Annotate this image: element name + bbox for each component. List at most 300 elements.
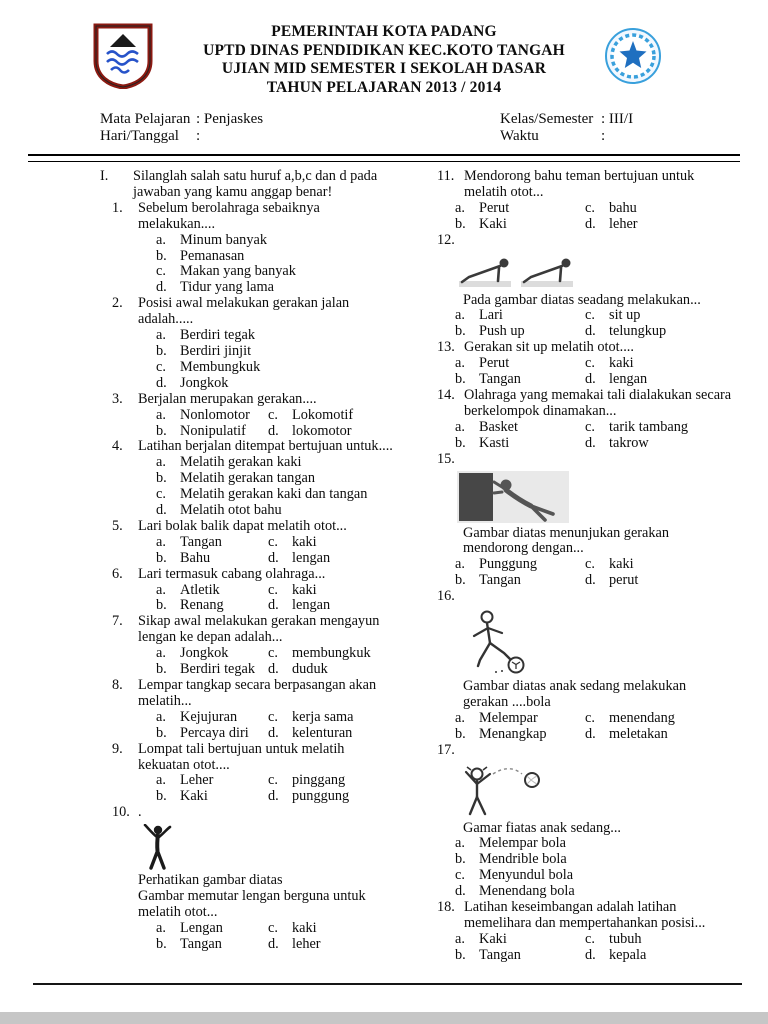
option-letter: d. <box>268 549 279 566</box>
question-text: Olahraga yang memakai tali dialakukan secara berkelompok dinamakan... <box>464 386 732 419</box>
question-text: Lempar tangkap secara berpasangan akan melatih... <box>138 677 377 709</box>
option-letter: a. <box>156 708 166 725</box>
option-text: Menendang bola <box>479 883 575 900</box>
option-row <box>455 436 732 452</box>
answer-option <box>156 598 268 614</box>
option-text: Makan yang banyak <box>180 263 296 280</box>
answer-option <box>268 789 349 805</box>
question-number: 16. <box>437 588 455 605</box>
option-letter: d. <box>585 434 596 451</box>
option-text: menendang <box>609 709 675 726</box>
option-letter: b. <box>455 434 466 451</box>
option-text: Nonlomotor <box>180 406 250 423</box>
option-text: pinggang <box>292 772 346 789</box>
option-row <box>156 583 395 599</box>
answer-option <box>585 557 634 573</box>
option-row <box>156 726 395 742</box>
option-letter: c. <box>268 533 278 550</box>
answer-option <box>455 324 585 340</box>
tut-wuri-handayani-logo <box>603 26 663 91</box>
option-letter: b. <box>156 935 167 952</box>
question-16 <box>437 589 732 743</box>
option-text: Percaya diri <box>180 724 249 741</box>
question-text <box>464 233 732 249</box>
option-letter: d. <box>268 661 279 678</box>
option-text: Kasti <box>479 434 510 451</box>
question-9 <box>100 742 395 806</box>
option-row <box>156 487 395 503</box>
option-letter: a. <box>156 919 166 936</box>
question-caption: Gamar fiatas anak sedang... <box>463 819 621 836</box>
option-row <box>455 557 732 573</box>
option-letter: a. <box>455 709 465 726</box>
option-text: membungkuk <box>292 645 371 662</box>
option-letter: b. <box>156 247 167 264</box>
option-letter: b. <box>455 946 466 963</box>
answer-option <box>455 436 585 452</box>
answer-option <box>156 937 268 953</box>
option-letter: c. <box>585 556 595 573</box>
answer-option <box>268 646 371 662</box>
option-row <box>156 360 395 376</box>
answer-option <box>156 583 268 599</box>
option-row <box>455 573 732 589</box>
answer-option <box>156 455 301 471</box>
option-text: Kaki <box>180 788 208 805</box>
option-letter: c. <box>585 418 595 435</box>
option-letter: c. <box>455 867 465 884</box>
option-letter: c. <box>268 581 278 598</box>
option-row <box>156 376 395 392</box>
question-number: 8. <box>112 677 123 693</box>
section-numeral: I. <box>100 168 109 184</box>
option-letter: c. <box>268 406 278 423</box>
option-letter: d. <box>268 422 279 439</box>
option-row <box>156 264 395 280</box>
question-head <box>112 742 395 774</box>
answer-option <box>268 710 354 726</box>
answer-option <box>455 420 585 436</box>
option-text: Leher <box>180 772 214 789</box>
question-text: Mendorong bahu teman bertujuan untuk melatih otot... <box>464 168 695 200</box>
answer-option <box>585 727 668 743</box>
question-text: . <box>138 804 142 821</box>
question-number: 12. <box>437 231 455 248</box>
option-row <box>156 598 395 614</box>
option-text: Tangan <box>479 946 521 963</box>
option-letter: b. <box>455 323 466 340</box>
option-row <box>455 711 732 727</box>
option-text: Berdiri tegak <box>180 327 256 344</box>
option-row <box>156 471 395 487</box>
answer-options <box>112 455 395 519</box>
option-letter: c. <box>585 355 595 372</box>
option-text: kaki <box>292 533 317 550</box>
answer-option <box>455 356 585 372</box>
time-label: Waktu <box>500 128 539 144</box>
option-text: Lengan <box>180 919 223 936</box>
pushing-object-figure-svg <box>457 471 569 523</box>
question-text: Latihan keseimbangan adalah latihan memelihara dan mempertahankan posisi... <box>464 899 706 931</box>
answer-option <box>268 535 317 551</box>
question-1 <box>100 201 395 296</box>
answer-option <box>156 710 268 726</box>
answer-option <box>268 583 317 599</box>
question-6 <box>100 567 395 615</box>
question-head <box>437 743 732 759</box>
answer-option <box>455 711 585 727</box>
option-row <box>156 710 395 726</box>
option-letter: c. <box>156 358 166 375</box>
answer-option <box>268 598 330 614</box>
option-letter: d. <box>268 788 279 805</box>
subject-label: Mata Pelajaran <box>100 111 191 127</box>
option-letter: a. <box>455 418 465 435</box>
question-5 <box>100 519 395 567</box>
meta-right-column <box>500 111 768 145</box>
meta-subject-row <box>100 111 500 128</box>
kicking-ball-figure-svg <box>457 608 535 676</box>
question-text: Berjalan merupakan gerakan.... <box>138 390 317 407</box>
question-text <box>464 589 732 605</box>
option-text: Minum banyak <box>180 231 267 248</box>
answer-option <box>455 727 585 743</box>
question-number: 7. <box>112 613 123 630</box>
option-letter: c. <box>585 307 595 324</box>
option-row <box>455 836 732 852</box>
date-value: : <box>196 128 201 144</box>
option-text: Perut <box>479 199 510 216</box>
answer-option <box>156 726 268 742</box>
answer-option <box>156 344 251 360</box>
question-head <box>112 439 395 455</box>
option-text: Kejujuran <box>180 708 238 725</box>
answer-options <box>112 328 395 392</box>
answer-option <box>156 773 268 789</box>
option-row <box>156 455 395 471</box>
option-text: punggung <box>292 788 350 805</box>
option-letter: b. <box>455 725 466 742</box>
option-letter: a. <box>156 772 166 789</box>
option-text: Tangan <box>180 533 222 550</box>
question-text <box>464 743 732 759</box>
option-row <box>156 408 395 424</box>
option-row <box>156 551 395 567</box>
throwing-ball-figure-svg <box>457 762 569 818</box>
answer-options <box>112 921 395 953</box>
answer-option <box>268 551 330 567</box>
option-row <box>156 662 395 678</box>
option-letter: b. <box>156 661 167 678</box>
question-number: 15. <box>437 450 455 467</box>
option-letter: b. <box>455 371 466 388</box>
answer-options <box>437 356 732 388</box>
option-letter: a. <box>156 533 166 550</box>
option-text: Punggung <box>479 556 537 573</box>
answer-options <box>112 535 395 567</box>
option-row <box>455 201 732 217</box>
question-head <box>437 169 732 201</box>
answer-option <box>585 372 647 388</box>
answer-option <box>268 662 328 678</box>
option-letter: c. <box>268 919 278 936</box>
answer-option <box>585 573 638 589</box>
question-caption: Gambar memutar lengan berguna untuk melatih otot... <box>138 888 366 920</box>
option-text: Berdiri tegak <box>180 661 256 678</box>
question-head <box>112 296 395 328</box>
answer-options <box>437 557 732 589</box>
question-caption: Perhatikan gambar diatas <box>138 872 283 889</box>
option-row <box>156 646 395 662</box>
option-text: Perut <box>479 355 510 372</box>
question-text: Sikap awal melakukan gerakan mengayun lengan ke depan adalah... <box>138 613 380 646</box>
option-row <box>455 727 732 743</box>
answer-option <box>268 937 321 953</box>
answer-option <box>455 932 585 948</box>
option-letter: a. <box>156 231 166 248</box>
option-text: Membungkuk <box>180 358 261 375</box>
document-header <box>0 0 768 101</box>
option-text: kaki <box>292 919 317 936</box>
question-head <box>437 388 732 420</box>
answer-options <box>112 408 395 440</box>
option-row <box>455 308 732 324</box>
option-row <box>156 503 395 519</box>
option-text: tubuh <box>609 930 642 947</box>
option-text: leher <box>609 215 638 232</box>
question-caption: Gambar diatas menunjukan gerakan mendorong dengan... <box>463 524 670 557</box>
option-text: Lokomotif <box>292 406 354 423</box>
question-number: 3. <box>112 390 123 407</box>
question-4 <box>100 439 395 519</box>
option-row <box>156 773 395 789</box>
option-letter: c. <box>268 645 278 662</box>
option-text: Tangan <box>479 371 521 388</box>
option-text: Tidur yang lama <box>180 279 274 296</box>
question-number: 11. <box>437 168 455 184</box>
question-head <box>112 201 395 233</box>
question-number: 2. <box>112 295 123 312</box>
question-head <box>112 567 395 583</box>
option-text: Melempar <box>479 709 538 726</box>
header-line-3: UJIAN MID SEMESTER I SEKOLAH DASAR <box>221 60 547 77</box>
option-text: lengan <box>292 549 331 566</box>
meta-time-row <box>500 128 768 145</box>
option-letter: b. <box>156 470 167 487</box>
answer-options <box>437 420 732 452</box>
answer-options <box>112 710 395 742</box>
option-letter: c. <box>268 708 278 725</box>
question-number: 4. <box>112 438 123 455</box>
option-letter: c. <box>156 486 166 503</box>
answer-option <box>156 280 274 296</box>
option-text: lengan <box>292 597 331 614</box>
question-head <box>437 589 732 605</box>
answer-option <box>156 360 260 376</box>
question-text: Lompat tali bertujuan untuk melatih kekuatan otot.... <box>138 740 345 773</box>
push-up-partners-figure-image <box>437 249 732 293</box>
answer-options <box>437 201 732 233</box>
option-text: telungkup <box>609 323 667 340</box>
answer-option <box>585 420 688 436</box>
option-text: kelenturan <box>292 724 353 741</box>
question-text: Lari bolak balik dapat melatih otot... <box>138 517 347 534</box>
question-head <box>112 614 395 646</box>
answer-option <box>585 356 634 372</box>
meta-left-column <box>100 111 500 145</box>
answer-option <box>156 551 268 567</box>
question-number: 1. <box>112 199 123 216</box>
question-caption: Pada gambar diatas seadang melakukan... <box>463 291 701 308</box>
option-letter: d. <box>156 374 167 391</box>
option-letter: a. <box>156 454 166 471</box>
option-row <box>455 948 732 964</box>
header-line-4: TAHUN PELAJARAN 2013 / 2014 <box>266 78 502 96</box>
option-letter: d. <box>268 597 279 614</box>
option-letter: a. <box>156 327 166 344</box>
option-letter: c. <box>585 930 595 947</box>
answer-option <box>156 487 367 503</box>
answer-option <box>585 324 666 340</box>
question-text: Lari termasuk cabang olahraga... <box>138 565 326 582</box>
option-letter: a. <box>455 355 465 372</box>
option-row <box>455 868 732 884</box>
questions-column-right <box>437 169 732 964</box>
option-row <box>156 937 395 953</box>
option-letter: d. <box>268 724 279 741</box>
answer-option <box>156 233 267 249</box>
arm-circles-figure-image <box>112 821 395 873</box>
answer-option <box>156 535 268 551</box>
option-text: Kaki <box>479 930 507 947</box>
tut-wuri-handayani-svg <box>603 26 663 86</box>
class-label: Kelas/Semester <box>500 111 594 127</box>
scan-edge-bottom <box>0 1012 768 1024</box>
question-number: 5. <box>112 517 123 534</box>
question-7 <box>100 614 395 678</box>
option-row <box>156 789 395 805</box>
option-letter: c. <box>268 772 278 789</box>
option-text: kerja sama <box>292 708 354 725</box>
option-text: lokomotor <box>292 422 352 439</box>
option-text: Renang <box>180 597 224 614</box>
option-text: lengan <box>609 371 648 388</box>
option-letter: a. <box>455 835 465 852</box>
answer-option <box>455 557 585 573</box>
arm-circles-figure-svg <box>142 824 172 870</box>
option-row <box>455 420 732 436</box>
pushing-object-figure-image <box>437 468 732 526</box>
option-letter: d. <box>585 946 596 963</box>
option-row <box>455 356 732 372</box>
question-14 <box>437 388 732 452</box>
option-letter: b. <box>455 215 466 232</box>
answer-option <box>268 424 352 440</box>
option-text: Bahu <box>180 549 211 566</box>
option-text: perut <box>609 572 639 589</box>
option-letter: a. <box>156 645 166 662</box>
option-letter: d. <box>585 371 596 388</box>
question-text: Sebelum berolahraga sebaiknya melakukan.... <box>138 199 320 232</box>
answer-option <box>585 217 638 233</box>
question-head <box>437 233 732 249</box>
answer-option <box>455 884 575 900</box>
question-10 <box>100 805 395 952</box>
answer-options <box>437 711 732 743</box>
option-row <box>156 328 395 344</box>
option-text: duduk <box>292 661 328 678</box>
answer-option <box>455 852 567 868</box>
option-letter: c. <box>156 263 166 280</box>
option-text: meletakan <box>609 725 668 742</box>
option-letter: b. <box>156 788 167 805</box>
question-head <box>112 392 395 408</box>
answer-option <box>156 503 282 519</box>
answer-option <box>156 921 268 937</box>
question-number: 13. <box>437 339 455 356</box>
class-value: : III/I <box>601 111 634 127</box>
question-17 <box>437 743 732 900</box>
option-letter: d. <box>156 502 167 519</box>
section-instruction <box>100 169 395 201</box>
question-number: 14. <box>437 386 455 403</box>
answer-options <box>112 583 395 615</box>
option-letter: c. <box>585 199 595 216</box>
question-text <box>464 452 732 468</box>
option-row <box>455 324 732 340</box>
answer-option <box>156 408 268 424</box>
answer-options <box>112 773 395 805</box>
option-text: Melempar bola <box>479 835 566 852</box>
option-letter: a. <box>455 307 465 324</box>
answer-options <box>437 932 732 964</box>
answer-option <box>585 932 642 948</box>
questions-area <box>0 162 768 964</box>
push-up-partners-figure-svg <box>457 252 577 290</box>
date-label: Hari/Tanggal <box>100 128 179 144</box>
option-row <box>455 372 732 388</box>
answer-option <box>156 646 268 662</box>
throwing-ball-figure-image <box>437 759 732 821</box>
answer-option <box>268 408 353 424</box>
question-15 <box>437 452 732 590</box>
option-text: Tangan <box>479 572 521 589</box>
option-text: Pemanasan <box>180 247 245 264</box>
option-text: Jongkok <box>180 645 229 662</box>
answer-option <box>156 264 296 280</box>
padang-city-emblem-logo <box>93 23 153 94</box>
question-2 <box>100 296 395 391</box>
answer-option <box>585 201 637 217</box>
question-8 <box>100 678 395 742</box>
option-row <box>156 921 395 937</box>
answer-option <box>156 789 268 805</box>
question-caption: Gambar diatas anak sedang melakukan gerakan ....bola <box>463 678 687 710</box>
option-row <box>455 852 732 868</box>
kicking-ball-figure-image <box>437 605 732 679</box>
option-text: kaki <box>292 581 317 598</box>
question-13 <box>437 340 732 388</box>
answer-option <box>585 436 649 452</box>
option-letter: d. <box>268 935 279 952</box>
option-text: Melatih gerakan kaki <box>180 454 302 471</box>
question-head <box>112 805 395 821</box>
header-line-2: UPTD DINAS PENDIDIKAN KEC.KOTO TANGAH <box>203 41 565 59</box>
answer-option <box>156 249 244 265</box>
answer-option <box>156 328 255 344</box>
option-text: Mendrible bola <box>479 851 567 868</box>
question-text: Posisi awal melakukan gerakan jalan adalah..... <box>138 295 350 328</box>
